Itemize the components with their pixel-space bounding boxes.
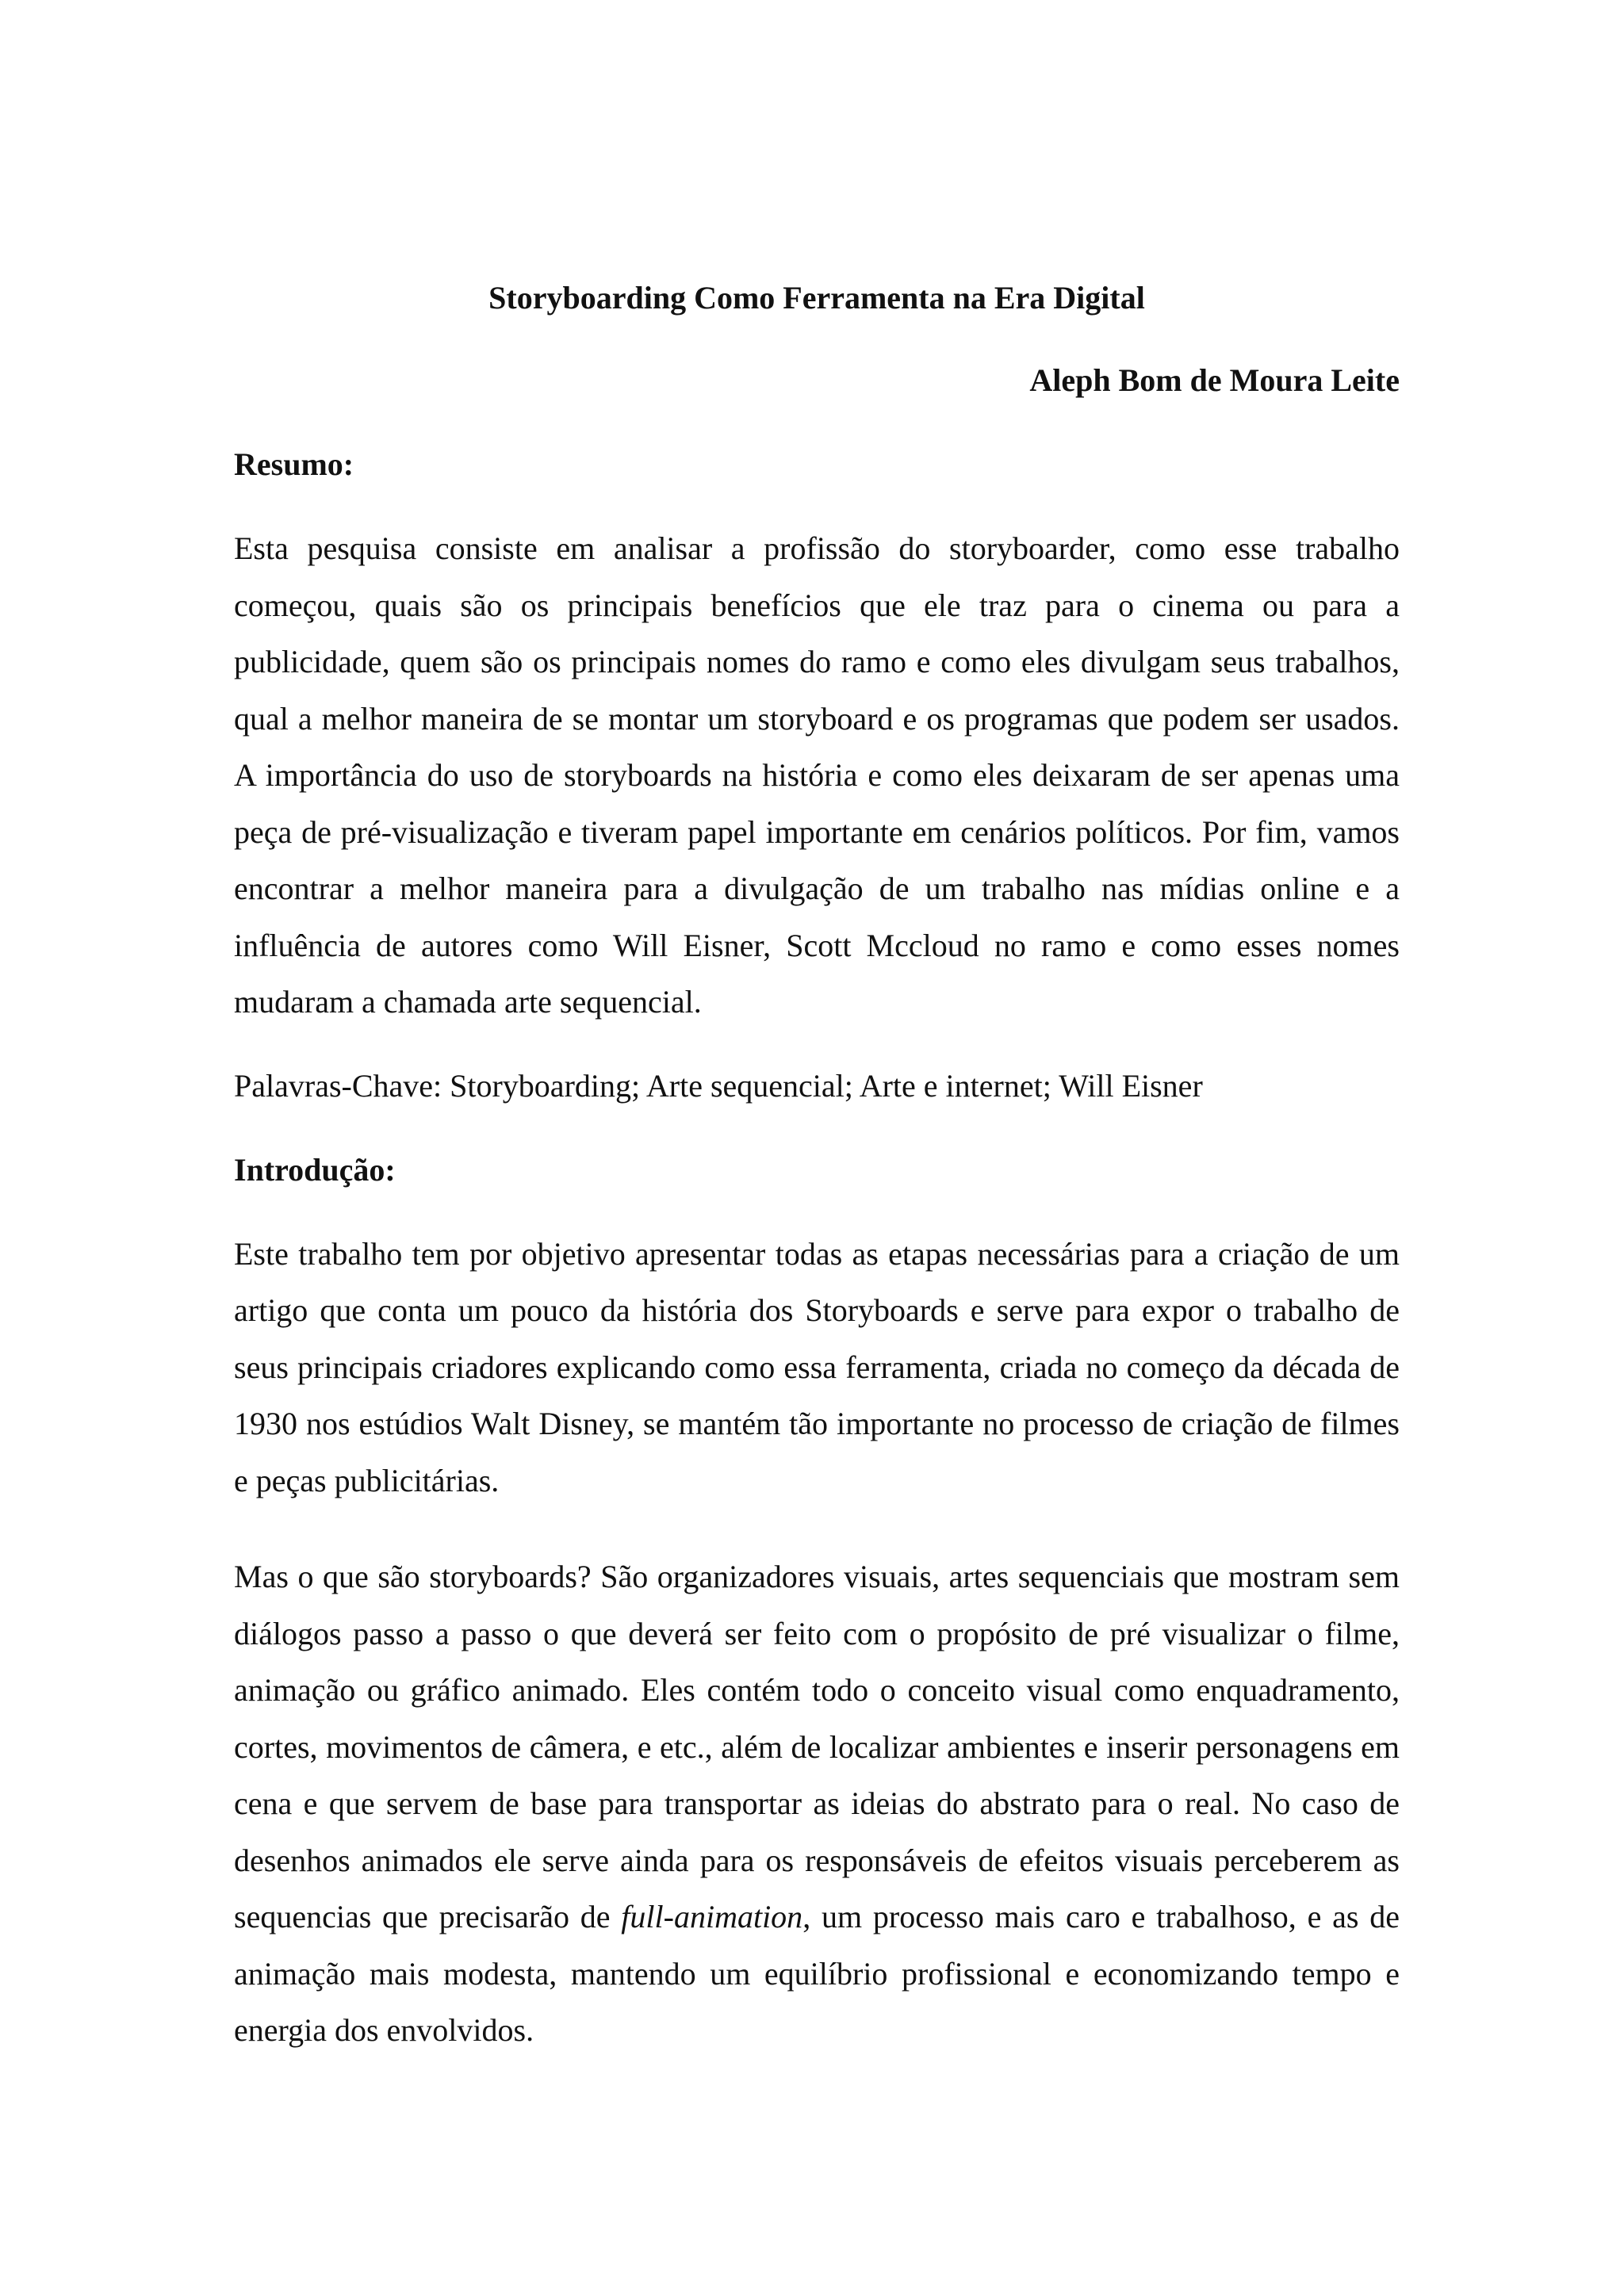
introduction-paragraph-1: Este trabalho tem por objetivo apresentar todas as etapas necessárias para a criação de um artigo que conta um pouco da história dos Storyboards e serve para expor o trabalho de seus principais criadores explicando como essa ferramenta, criada no começo da década de 1930 nos estúdios Walt Disney, se mantém tão importante no processo de criação de filmes e peças publicitárias.: [234, 1235, 1400, 1498]
paper-title: Storyboarding Como Ferramenta na Era Digital: [488, 280, 1145, 316]
full-animation-term: full-animation: [621, 1899, 803, 1934]
intro-paragraph-2-text-end: , um processo mais caro e trabalhoso, e as de animação mais modesta, mantendo um equilíbrio profissional e economizando tempo e energia dos envolvidos.: [234, 1899, 1400, 2048]
paper-author: Aleph Bom de Moura Leite: [1029, 362, 1400, 398]
document-body: [234, 270, 1400, 2086]
abstract-paragraph: Esta pesquisa consiste em analisar a profissão do storyboarder, como esse trabalho começou, quais são os principais benefícios que ele traz para o cinema ou para a publicidade, quem são os principais nomes do ramo e como eles divulgam seus trabalhos, qual a melhor maneira de se montar um storyboard e os programas que podem ser usados. A importância do uso de storyboards na história e como eles deixaram de ser apenas uma peça de pré-visualização e tiveram papel importante em cenários políticos. Por fim, vamos encontrar a melhor maneira para a divulgação de um trabalho nas mídias online e a influência de autores como Will Eisner, Scott Mccloud no ramo e como esses nomes mudaram a chamada arte sequencial.: [234, 530, 1400, 1020]
introduction-heading: Introdução:: [234, 1151, 396, 1188]
keywords-line: Palavras-Chave: Storyboarding; Arte sequencial; Arte e internet; Will Eisner: [234, 1067, 1203, 1104]
introduction-paragraph-2: [234, 1548, 1400, 2059]
intro-paragraph-2-text-start: Mas o que são storyboards? São organizadores visuais, artes sequenciais que mostram sem diálogos passo a passo o que deverá ser feito com o propósito de pré visualizar o filme, animação ou gráfico animado. Eles contém todo o conceito visual como enquadramento, cortes, movimentos de câmera, e etc., além de localizar ambientes e inserir personagens em cena e que servem de base para transportar as ideias do abstrato para o real. No caso de desenhos animados ele serve ainda para os responsáveis de efeitos visuais perceberem as sequencias que precisarão de: [234, 1559, 1400, 1934]
abstract-heading: Resumo:: [234, 446, 354, 482]
